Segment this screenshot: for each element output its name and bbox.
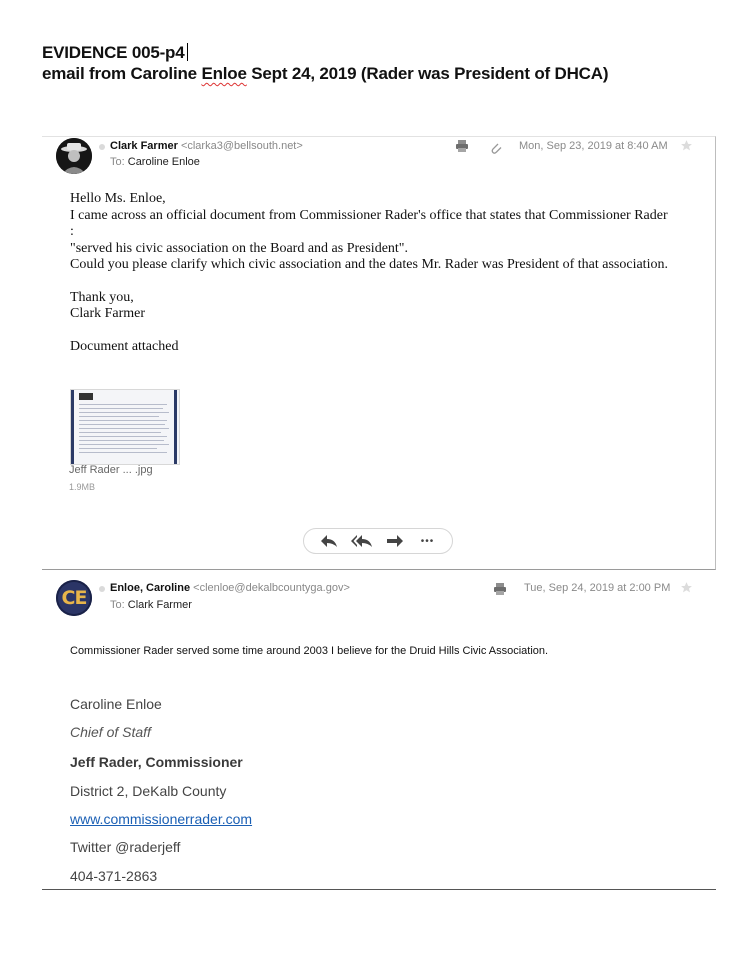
signature-name: Caroline Enloe: [70, 696, 162, 712]
signature-twitter: Twitter @raderjeff: [70, 839, 181, 855]
recipient-line: [110, 156, 200, 168]
body-signoff: Clark Farmer: [70, 306, 146, 321]
paperclip-icon[interactable]: [490, 141, 502, 160]
attachment-size: 1.9MB: [69, 482, 96, 492]
signature-boss: Jeff Rader, Commissioner: [70, 754, 243, 770]
reply-all-icon[interactable]: [349, 531, 375, 551]
evidence-title: EVIDENCE 005-p4: [42, 43, 185, 62]
sender-avatar-ce[interactable]: [56, 580, 92, 616]
body-line-1: I came across an official document from Commissioner Rader's office that states that Commissioner Rader :: [70, 207, 668, 239]
email-date: Mon, Sep 23, 2019 at 8:40 AM: [519, 140, 668, 152]
body-attached-note: Document attached: [70, 338, 179, 354]
sender-address: <clenloe@dekalbcountyga.gov>: [193, 582, 350, 594]
email-body: [70, 191, 670, 355]
body-greeting: Hello Ms. Enloe,: [70, 191, 166, 206]
evidence-heading: [42, 42, 608, 84]
star-icon[interactable]: [680, 581, 693, 599]
signature-title: Chief of Staff: [70, 724, 151, 740]
forward-icon[interactable]: [382, 531, 408, 551]
signature-website-link[interactable]: www.commissionerrader.com: [70, 811, 253, 827]
subtitle-text-a: email from Caroline: [42, 64, 202, 83]
email-body: Commissioner Rader served some time around 2003 I believe for the Druid Hills Civic Association.: [70, 645, 549, 657]
message-action-bar: [303, 528, 453, 554]
signature-district: District 2, DeKalb County: [70, 783, 227, 799]
email-message-2: [42, 570, 716, 890]
email-date: Tue, Sep 24, 2019 at 2:00 PM: [524, 582, 671, 594]
recipient-name[interactable]: Caroline Enloe: [127, 156, 200, 168]
unread-dot-icon: [99, 144, 105, 150]
more-icon[interactable]: •••: [420, 535, 435, 547]
sender-address: <clarka3@bellsouth.net>: [180, 140, 303, 152]
evidence-subtitle: [42, 63, 608, 84]
printer-icon[interactable]: [493, 582, 507, 601]
printer-icon[interactable]: [455, 139, 469, 158]
recipient-line: [110, 599, 192, 611]
star-icon[interactable]: [680, 139, 693, 157]
attachment-thumbnail[interactable]: [70, 389, 180, 465]
to-label: To:: [110, 156, 125, 168]
sender-name[interactable]: Clark Farmer: [110, 140, 178, 152]
body-line-2: "served his civic association on the Board and as President".: [70, 240, 409, 256]
spellcheck-word: Enloe: [201, 64, 247, 83]
reply-icon[interactable]: [316, 531, 342, 551]
email-message-1: [42, 136, 716, 570]
subtitle-text-b: Sept 24, 2019 (Rader was President of DHCA): [246, 64, 609, 83]
unread-dot-icon: [99, 586, 105, 592]
body-thanks: Thank you,: [70, 289, 134, 305]
to-label: To:: [110, 599, 125, 611]
body-line-3: Could you please clarify which civic association and the dates Mr. Rader was President of that association.: [70, 257, 668, 272]
sender-line: [110, 582, 350, 594]
sender-line: [110, 140, 303, 152]
sender-avatar[interactable]: [56, 138, 92, 174]
signature-phone: 404-371-2863: [70, 868, 158, 884]
sender-name[interactable]: Enloe, Caroline: [110, 582, 191, 594]
recipient-name[interactable]: Clark Farmer: [127, 599, 192, 611]
avatar-initials: CE: [61, 587, 87, 609]
attachment-name[interactable]: Jeff Rader ... .jpg: [69, 464, 153, 476]
